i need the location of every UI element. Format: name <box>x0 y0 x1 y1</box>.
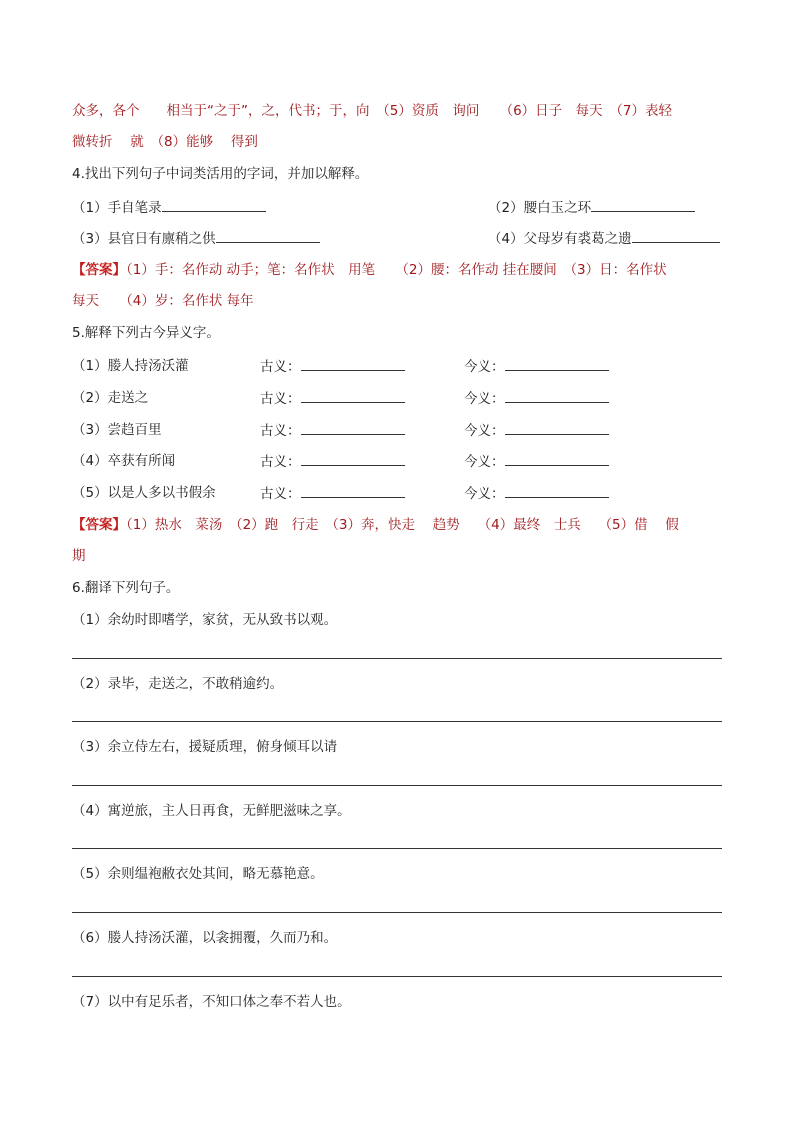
q5-row-2-jin-blank[interactable] <box>505 388 609 403</box>
q6-item-7: （7）以中有足乐者，不知口体之奉不若人也。 <box>72 994 351 1010</box>
q5-row-2-term: （2）走送之 <box>72 390 149 406</box>
q6-answer-line-4[interactable] <box>72 848 722 849</box>
q5-gu-label: 古义： <box>260 391 301 407</box>
q5-row-1-gu <box>260 356 405 377</box>
q5-row-5-gu-blank[interactable] <box>301 483 405 498</box>
q4-item-1-text: （1）手自笔录 <box>72 200 162 216</box>
q3-answer-line-1: 众多，各个 相当于“之于”，之，代书；于，向 （5）资质 询问 （6）日子 每天 （7）表轻 <box>72 103 673 119</box>
q5-row-3-gu-blank[interactable] <box>301 420 405 435</box>
q4-item-4-blank[interactable] <box>632 228 720 243</box>
q6-title: 6.翻译下列句子。 <box>72 580 180 596</box>
q6-item-6: （6）媵人持汤沃灌，以衾拥覆，久而乃和。 <box>72 930 338 946</box>
q5-row-4-jin-blank[interactable] <box>505 451 609 466</box>
q5-jin-label: 今义： <box>464 423 505 439</box>
q6-item-5: （5）余则缊袍敝衣处其间，略无慕艳意。 <box>72 866 324 882</box>
q5-answer-line-1 <box>72 515 679 535</box>
q5-row-5-term: （5）以是人多以书假余 <box>72 485 216 501</box>
q6-answer-line-1[interactable] <box>72 658 722 659</box>
q4-item-1 <box>72 197 266 218</box>
q4-item-3-blank[interactable] <box>216 228 320 243</box>
q5-row-4-term: （4）卒获有所闻 <box>72 453 176 469</box>
q5-row-1-jin <box>464 356 609 377</box>
q4-title: 4.找出下列句子中词类活用的字词，并加以解释。 <box>72 166 369 182</box>
q5-row-2-jin <box>464 388 609 409</box>
q4-item-4 <box>488 228 720 249</box>
q4-answer-text-1: （1）手：名作动 动手；笔：名作状 用笔 （2）腰：名作动 挂在腰间 （3）日：名作状 <box>126 262 667 278</box>
q5-row-4-jin <box>464 451 609 472</box>
q5-title: 5.解释下列古今异义字。 <box>72 325 220 341</box>
q5-row-3-gu <box>260 420 405 441</box>
q6-answer-line-3[interactable] <box>72 785 722 786</box>
q5-jin-label: 今义： <box>464 486 505 502</box>
q5-row-2-gu <box>260 388 405 409</box>
q4-item-1-blank[interactable] <box>162 197 266 212</box>
q6-item-4: （4）寓逆旅，主人日再食，无鲜肥滋味之享。 <box>72 803 351 819</box>
q5-answer-line-2: 期 <box>72 548 86 564</box>
q4-item-3 <box>72 228 320 249</box>
q5-gu-label: 古义： <box>260 454 301 470</box>
q4-item-3-text: （3）县官日有廪稍之供 <box>72 231 216 247</box>
q3-answer-line-2: 微转折 就 （8）能够 得到 <box>72 134 258 150</box>
q6-item-2: （2）录毕，走送之，不敢稍逾约。 <box>72 676 284 692</box>
q4-item-2 <box>488 197 695 218</box>
q6-answer-line-5[interactable] <box>72 912 722 913</box>
q5-answer-tag: 【答案】 <box>72 517 126 533</box>
q6-answer-line-6[interactable] <box>72 976 722 977</box>
q6-answer-line-2[interactable] <box>72 721 722 722</box>
q5-gu-label: 古义： <box>260 423 301 439</box>
q5-row-1-jin-blank[interactable] <box>505 356 609 371</box>
q5-row-4-gu <box>260 451 405 472</box>
q6-item-3: （3）余立侍左右，援疑质理，俯身倾耳以请 <box>72 739 338 755</box>
q5-row-5-jin <box>464 483 609 504</box>
q5-jin-label: 今义： <box>464 454 505 470</box>
q5-row-2-gu-blank[interactable] <box>301 388 405 403</box>
q6-item-1: （1）余幼时即嗜学，家贫，无从致书以观。 <box>72 612 338 628</box>
q5-row-1-term: （1）媵人持汤沃灌 <box>72 358 189 374</box>
q5-jin-label: 今义： <box>464 359 505 375</box>
q5-row-3-jin-blank[interactable] <box>505 420 609 435</box>
q5-gu-label: 古义： <box>260 486 301 502</box>
q5-row-3-term: （3）尝趋百里 <box>72 422 162 438</box>
q4-answer-line-2: 每天 （4）岁：名作状 每年 <box>72 293 254 309</box>
q4-answer-tag: 【答案】 <box>72 262 126 278</box>
q4-answer-line-1 <box>72 260 667 280</box>
q5-row-5-gu <box>260 483 405 504</box>
q5-jin-label: 今义： <box>464 391 505 407</box>
q5-row-3-jin <box>464 420 609 441</box>
q5-answer-text-1: （1）热水 菜汤 （2）跑 行走 （3）奔，快走 趋势 （4）最终 士兵 （5）借 假 <box>126 517 679 533</box>
q4-item-4-text: （4）父母岁有裘葛之遗 <box>488 231 632 247</box>
q4-item-2-text: （2）腰白玉之环 <box>488 200 592 216</box>
q5-row-4-gu-blank[interactable] <box>301 451 405 466</box>
q5-row-5-jin-blank[interactable] <box>505 483 609 498</box>
q5-row-1-gu-blank[interactable] <box>301 356 405 371</box>
q5-gu-label: 古义： <box>260 359 301 375</box>
q4-item-2-blank[interactable] <box>591 197 695 212</box>
